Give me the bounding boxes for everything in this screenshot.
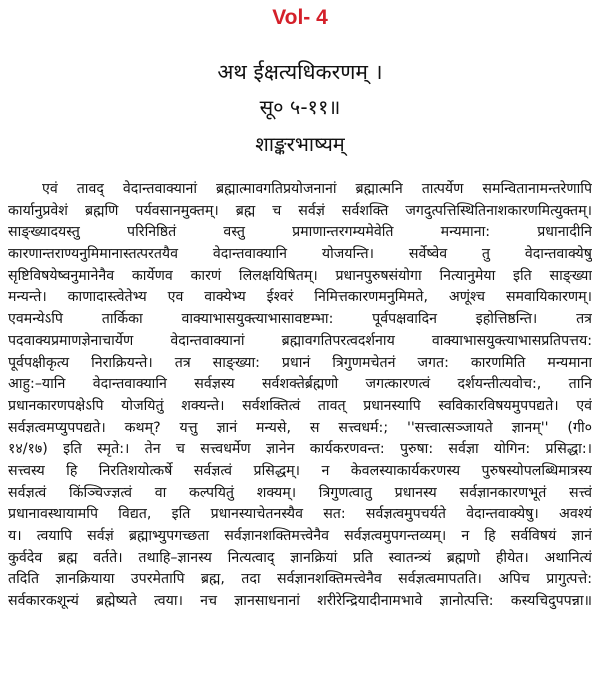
text-line: सर्वज्ञत्वं किंञ्चिज्ज्ञत्वं वा कल्पयितुं शक्यम्। त्रिगुणत्वातु प्रधानस्य सर्वज्ञानकारणभूतं सत्त्वं	[8, 484, 592, 501]
text-line: य। त्वयापि सर्वज्ञं ब्रह्माभ्युपगच्छता सर्वज्ञानशक्तिमत्त्वेनैव सर्वज्ञत्वमुपगन्तव्यम्। न हि सर्वविषयं ज्ञानं	[8, 528, 592, 544]
text-line: सर्वकारकशून्यं ब्रह्मेष्यते त्वया। नच ज्ञानसाधनानां शरीरेन्द्रियादीनामभावे ज्ञानोत्पत्ति: कस्यचिदुपपन्ना॥	[8, 593, 592, 610]
sutra-reference: सू० ५-११॥	[259, 95, 341, 119]
text-line: प्रधानावस्थायामपि विद्यत, इति प्रधानस्याचेतनस्यैव सत: सर्वज्ञत्वमुपचर्यते वेदान्तवाक्येषु। अवश्यं	[8, 506, 592, 523]
text-line: कुर्वदेव ब्रह्म वर्तते। तथाहि–ज्ञानस्य नित्यत्वाद् ज्ञानक्रियां प्रति स्वातन्त्र्यं ब्रह्मणो हीयेत। अथानित्यं	[8, 549, 592, 566]
chapter-heading: अथ ईक्षत्यधिकरणम् ।	[217, 60, 383, 84]
text-line: आहु:–यानि वेदान्तवाक्यानि सर्वज्ञस्य सर्वशक्तेर्ब्रह्मणो जगत्कारणत्वं दर्शयन्तीत्यवोच:, तानि	[8, 376, 592, 393]
text-line: साङ्ख्यादयस्तु परिनिष्ठितं वस्तु प्रमाणान्तरगम्यमेवेति मन्यमाना: प्रधानादीनि	[8, 224, 592, 241]
volume-label: Vol- 4	[272, 6, 328, 29]
text-line: सृष्टिविषयेष्वनुमानेनैव कार्येणव कारणं लिलक्षयिषितम्। प्रधानपुरुषसंयोगा नित्यानुमेया इति साङ्ख्या	[8, 267, 592, 284]
text-line: सर्वज्ञत्वमप्युपपद्यते। कथम्? यत्तु ज्ञानं मन्यसे, स सत्त्वधर्म:; ''सत्त्वात्सञ्जायते ज्ञानम्'' (गी०	[8, 419, 592, 436]
text-line: पदवाक्यप्रमाणज्ञेनाचार्येण वेदान्तवाक्यानां ब्रह्मावगतिपरत्वदर्शनाय वाक्याभासयुक्त्याभासप्रतिपत्तय:	[8, 332, 592, 349]
text-line: एवमन्येऽपि तार्किका वाक्याभासयुक्त्याभासावष्टम्भा: पूर्वपक्षवादिन इहोत्तिष्ठन्ति। तत्र	[8, 311, 592, 328]
text-line: तदिति ज्ञानक्रियाया उपरमेतापि ब्रह्म, तदा सर्वज्ञानशक्तिमत्त्वेनैव सर्वज्ञत्वमापतति। अपिच प्रागुत्पत्ते:	[8, 571, 592, 588]
text-line: मन्यन्ते। काणादास्त्वेतेभ्य एव वाक्येभ्य ईश्वरं निमित्तकारणमनुमिमते, अणूंश्च समवायिकारणम्।	[8, 289, 592, 306]
text-line: कारणान्तराण्यनुमिमानास्तत्परतयैव वेदान्तवाक्यानि योजयन्ति। सर्वेष्वेव तु वेदान्तवाक्येषु	[8, 246, 592, 263]
text-line: कार्यानुप्रवेशं ब्रह्मणि पर्यवसानमुक्तम्। ब्रह्म च सर्वज्ञं सर्वशक्ति जगदुत्पत्तिस्थितिनाशकारणमित्युक्तम्।	[8, 202, 592, 219]
text-line: १४/१७) इति स्मृते:। तेन च सत्त्वधर्मेण ज्ञानेन कार्यकरणवन्त: पुरुषा: सर्वज्ञा योगिन: प्रसिद्धा:।	[8, 441, 592, 458]
section-title: शाङ्करभाष्यम्	[255, 132, 345, 156]
text-line: पूर्वपक्षीकृत्य निराक्रियन्ते। तत्र साङ्ख्या: प्रधानं त्रिगुणमचेतनं जगत: कारणमिति मन्यमाना	[8, 354, 592, 371]
text-line: प्रधानकारणपक्षेऽपि योजयितुं शक्यन्ते। सर्वशक्तित्वं तावत् प्रधानस्यापि स्वविकारविषयमुपपद्यते। एवं	[8, 397, 592, 414]
commentary-body	[8, 179, 592, 613]
text-line: एवं तावद् वेदान्तवाक्यानां ब्रह्मात्मावगतिप्रयोजनानां ब्रह्मात्मनि तात्पर्येण समन्वितानामन्तरेणापि	[42, 181, 592, 197]
text-line: सत्त्वस्य हि निरतिशयोत्कर्षे सर्वज्ञत्वं प्रसिद्धम्। न केवलस्याकार्यकरणस्य पुरुषस्योपलब्धिमात्रस्य	[8, 462, 592, 479]
